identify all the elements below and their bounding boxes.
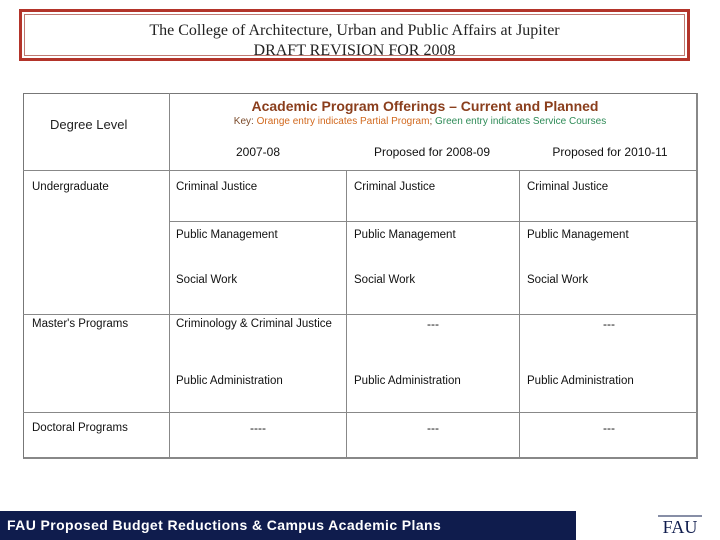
row-level-undergraduate: Undergraduate [32, 181, 109, 193]
table-cell: Public Management [527, 229, 629, 241]
fau-logo-text: FAU [662, 517, 698, 537]
table-cell: Public Management [176, 229, 278, 241]
table-cell-dash: --- [603, 421, 615, 435]
title-box [19, 9, 690, 61]
title-line-2: DRAFT REVISION FOR 2008 [253, 42, 456, 59]
table-divider-h2 [169, 221, 698, 222]
key-green-text: Green entry indicates Service Courses [435, 116, 607, 127]
table-cell: Social Work [354, 274, 416, 286]
table-cell: Criminology & Criminal Justice [176, 318, 332, 330]
table-cell: Public Administration [354, 375, 461, 387]
table-cell-dash: --- [427, 317, 439, 331]
column-header-2010-11: Proposed for 2010-11 [552, 145, 668, 159]
key-prefix: Key: [233, 116, 257, 127]
degree-level-header: Degree Level [50, 117, 128, 132]
table-heading: Academic Program Offerings – Current and Planned [251, 98, 599, 114]
key-orange-text: Orange entry indicates Partial Program [256, 116, 430, 127]
fau-logo [656, 513, 704, 537]
column-header-2007-08: 2007-08 [235, 145, 281, 159]
key-separator: ; [429, 116, 436, 127]
table-cell: Social Work [527, 274, 589, 286]
table-cell-dash: ---- [250, 421, 266, 435]
table-cell-dash: --- [427, 421, 439, 435]
title-line-1: The College of Architecture, Urban and Public Affairs at Jupiter [149, 22, 560, 39]
table-divider-h3 [23, 314, 698, 315]
table-cell: Public Administration [527, 375, 634, 387]
table-cell: Social Work [176, 274, 238, 286]
table-cell: Public Administration [176, 375, 283, 387]
column-header-2008-09: Proposed for 2008-09 [373, 145, 491, 159]
table-cell: Criminal Justice [354, 181, 436, 193]
table-cell: Public Management [354, 229, 456, 241]
title-inner-border [24, 14, 685, 59]
table-cell-dash: --- [603, 317, 615, 331]
row-level-doctoral: Doctoral Programs [32, 422, 128, 434]
table-cell: Criminal Justice [176, 181, 258, 193]
footer-title: FAU Proposed Budget Reductions & Campus Academic Plans [7, 517, 442, 533]
table-divider-h1 [23, 170, 698, 171]
table-divider-h4 [23, 412, 698, 413]
row-level-masters: Master's Programs [32, 318, 129, 330]
table-cell: Criminal Justice [527, 181, 609, 193]
table-key [175, 116, 665, 127]
table-divider-v1 [169, 93, 170, 459]
